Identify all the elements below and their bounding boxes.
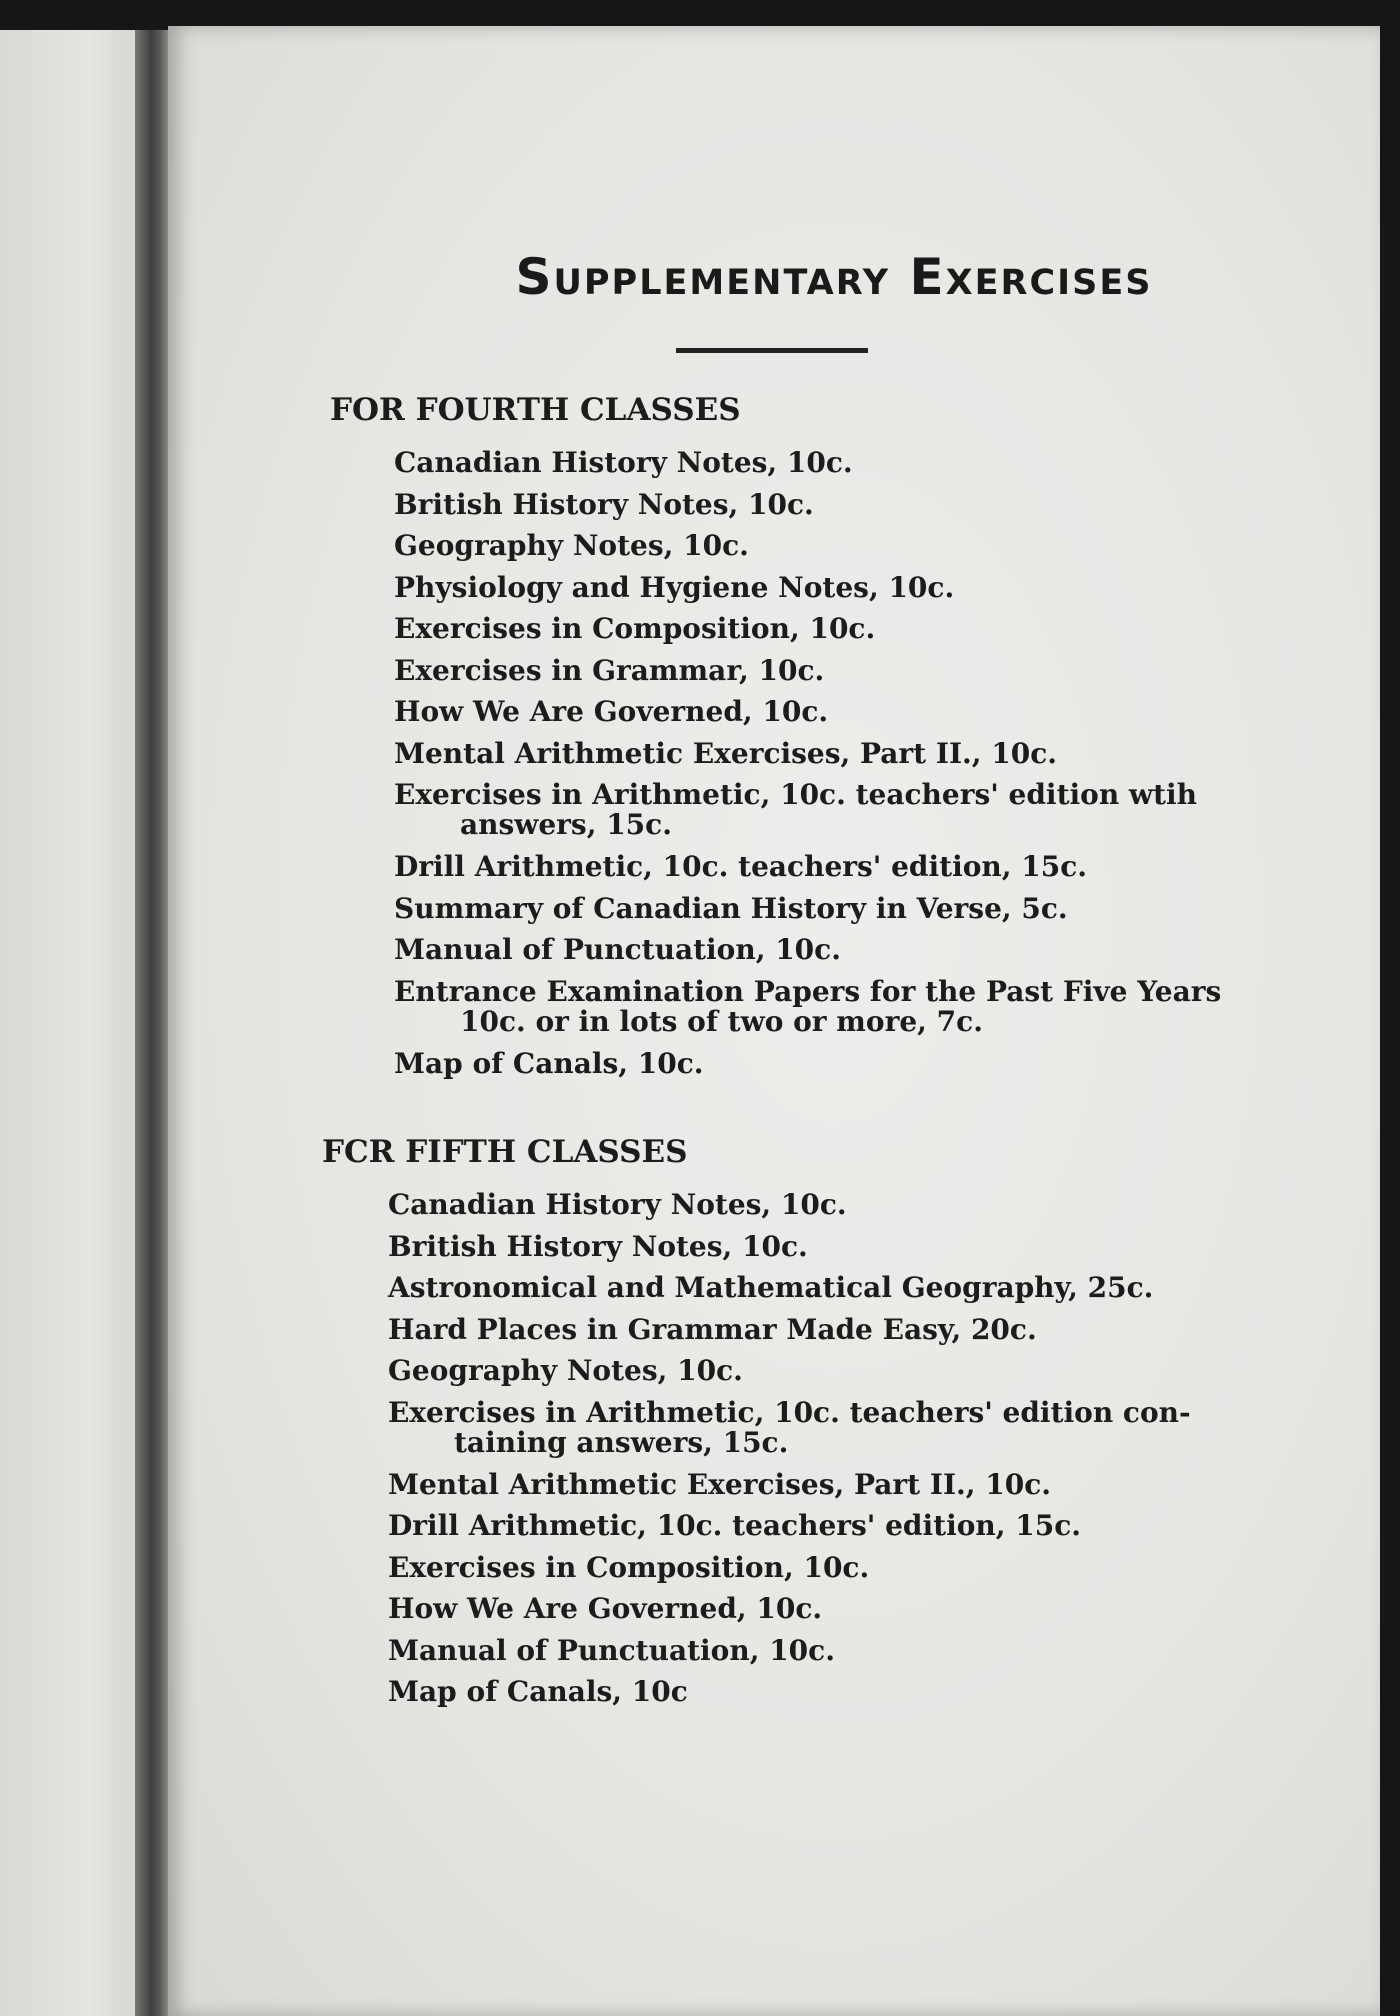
list-item: [394, 1043, 1254, 1085]
list-item-text: British History Notes, 10c.: [394, 487, 814, 521]
list-item-text: How We Are Governed, 10c.: [394, 695, 829, 728]
list-item: [388, 1309, 1248, 1351]
list-item: [394, 733, 1254, 775]
list-item: [388, 1630, 1248, 1672]
list-item-text: Mental Arithmetic Exercises, Part II., 10c.: [388, 1467, 1052, 1501]
list-item: [394, 691, 1254, 733]
list-item-text: Physiology and Hygiene Notes, 10c.: [394, 570, 955, 604]
list-item-text: Canadian History Notes, 10c.: [394, 446, 853, 479]
list-item-text: Manual of Punctuation, 10c.: [394, 933, 841, 966]
facing-page-edge: [0, 30, 150, 2016]
list-item: [394, 774, 1254, 846]
list-item-text: Geography Notes, 10c.: [388, 1354, 743, 1387]
list-item-text: Geography Notes, 10c.: [394, 529, 749, 562]
list-item: [394, 650, 1254, 692]
list-item: [394, 484, 1254, 526]
list-item-text: Exercises in Composition, 10c.: [388, 1550, 870, 1584]
list-item: [388, 1350, 1248, 1392]
list-item-continuation: answers, 15c.: [460, 808, 672, 841]
list-item-text: Exercises in Arithmetic, 10c. teachers' edition wtih: [394, 778, 1197, 811]
list-item-text: Map of Canals, 10c: [388, 1675, 688, 1708]
list-item-text: Exercises in Arithmetic, 10c. teachers' edition con-: [388, 1395, 1191, 1429]
binding-gutter: [135, 30, 171, 2016]
list-item: [388, 1267, 1248, 1309]
list-item: [394, 971, 1254, 1043]
section-heading-fifth-classes: FCR FIFTH CLASSES: [322, 1134, 688, 1170]
list-item-text: Summary of Canadian History in Verse, 5c.: [394, 891, 1068, 925]
title-rule: [676, 348, 868, 353]
list-item: [388, 1547, 1248, 1589]
list-item-text: Exercises in Composition, 10c.: [394, 612, 876, 645]
list-item-text: Drill Arithmetic, 10c. teachers' edition, 15c.: [388, 1509, 1081, 1542]
list-item-text: Map of Canals, 10c.: [394, 1046, 704, 1080]
list-item-text: Mental Arithmetic Exercises, Part II., 10c.: [394, 736, 1058, 770]
list-item: [388, 1671, 1248, 1713]
list-item: [394, 567, 1254, 609]
list-item: [388, 1588, 1248, 1630]
list-item-text: How We Are Governed, 10c.: [388, 1592, 823, 1625]
fifth-classes-list: [388, 1184, 1248, 1713]
list-item: [394, 929, 1254, 971]
list-item: [394, 888, 1254, 930]
book-page: [168, 26, 1380, 2016]
page-title: Supplementary Exercises: [515, 248, 1153, 306]
list-item: [394, 442, 1254, 484]
list-item-text: Drill Arithmetic, 10c. teachers' edition, 15c.: [394, 850, 1087, 883]
list-item: [394, 525, 1254, 567]
list-item: [394, 846, 1254, 888]
fourth-classes-list: [394, 442, 1254, 1084]
list-item: [394, 608, 1254, 650]
list-item-text: Exercises in Grammar, 10c.: [394, 653, 825, 687]
list-item: [388, 1184, 1248, 1226]
list-item-text: Astronomical and Mathematical Geography, 25c.: [388, 1271, 1154, 1304]
list-item-text: Manual of Punctuation, 10c.: [388, 1633, 835, 1667]
list-item-text: British History Notes, 10c.: [388, 1229, 808, 1263]
section-heading-fourth-classes: FOR FOURTH CLASSES: [330, 392, 741, 428]
list-item-continuation: 10c. or in lots of two or more, 7c.: [460, 1004, 983, 1038]
list-item: [388, 1505, 1248, 1547]
list-item-text: Entrance Examination Papers for the Past Five Years: [394, 974, 1222, 1008]
list-item-text: Hard Places in Grammar Made Easy, 20c.: [388, 1312, 1037, 1346]
list-item-continuation: taining answers, 15c.: [454, 1425, 789, 1459]
list-item: [388, 1226, 1248, 1268]
list-item: [388, 1392, 1248, 1464]
list-item: [388, 1464, 1248, 1506]
list-item-text: Canadian History Notes, 10c.: [388, 1188, 847, 1221]
